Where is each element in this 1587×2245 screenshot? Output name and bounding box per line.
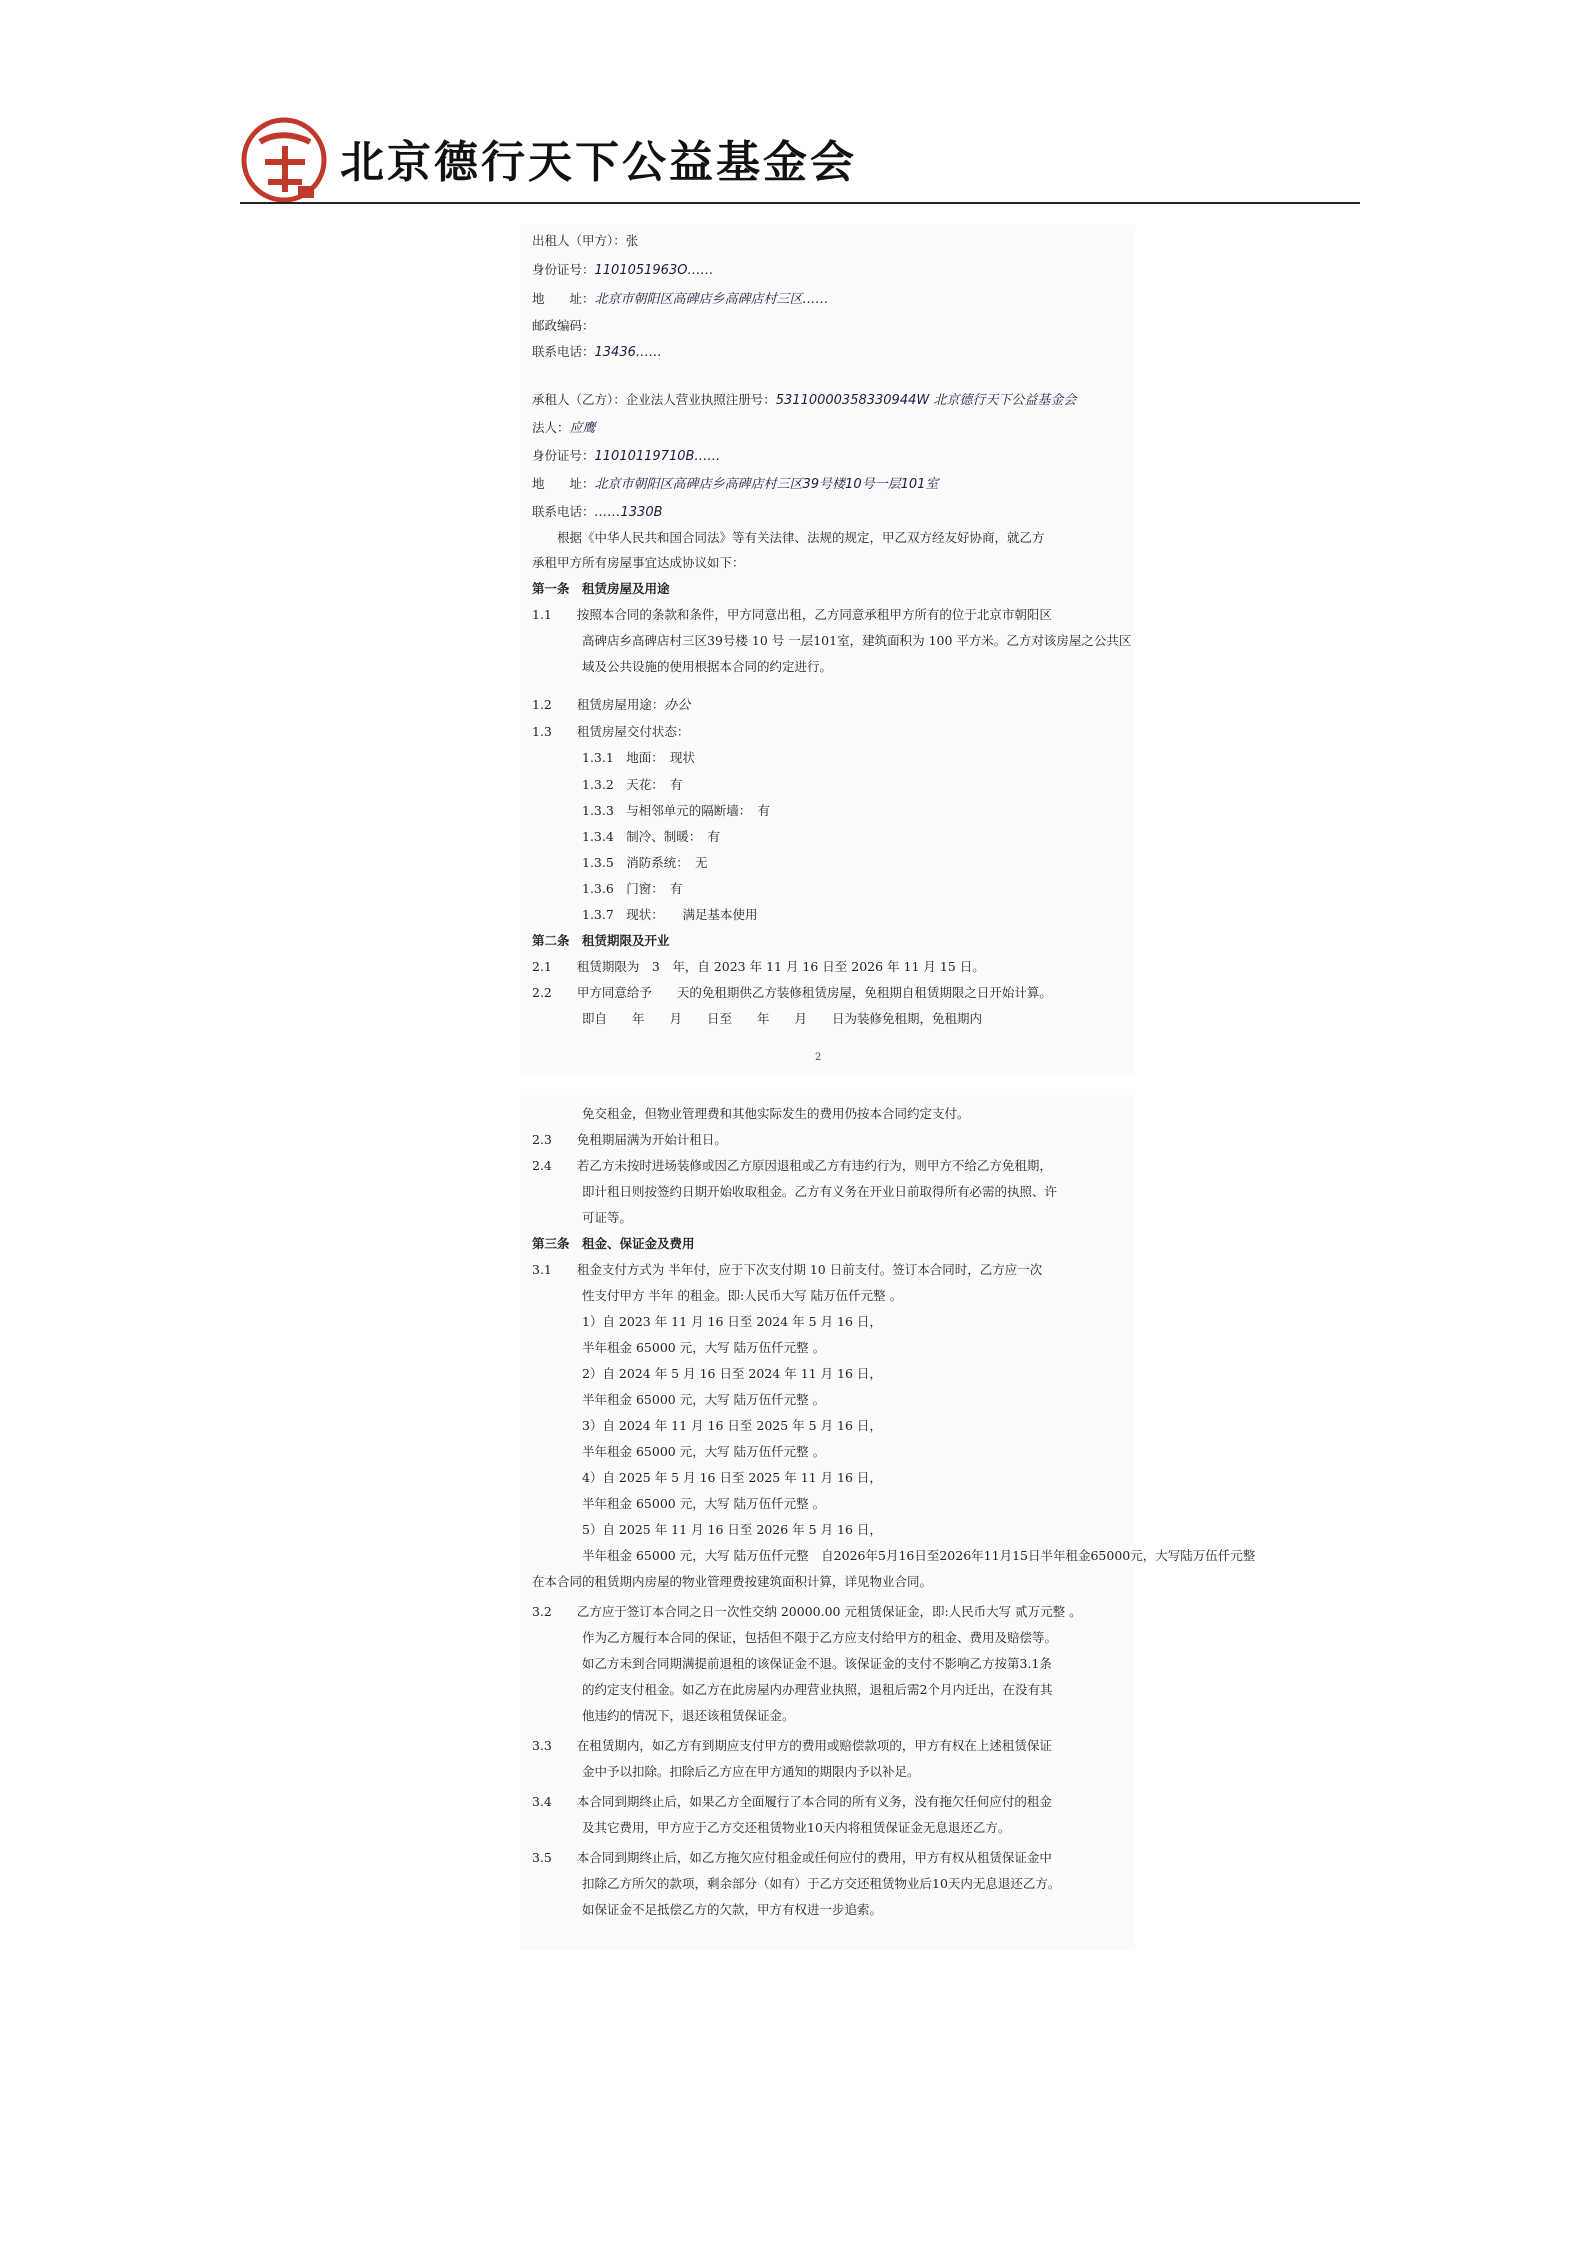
line-text: 性支付甲方 半年 的租金。即:人民币大写 陆万伍仟元整 。 xyxy=(532,1288,903,1303)
line-text: 1.1 按照本合同的条款和条件，甲方同意出租，乙方同意承租甲方所有的位于北京市朝阳区 xyxy=(532,607,1052,622)
page2-line xyxy=(532,1764,920,1780)
line-text: 地 址： xyxy=(532,476,595,491)
foundation-logo-icon xyxy=(240,112,330,204)
line-text: 可证等。 xyxy=(532,1210,633,1225)
page1-line xyxy=(532,344,662,361)
page1-line xyxy=(532,392,1076,409)
line-text: 出租人（甲方）：张 xyxy=(532,233,639,248)
page2-line xyxy=(532,1794,1052,1810)
page2-line xyxy=(532,1236,695,1252)
page1-line xyxy=(532,448,720,465)
handwritten-entry: 53110000358330944W 北京德行天下公益基金会 xyxy=(775,393,1077,408)
line-text: 承租人（乙方）：企业法人营业执照注册号： xyxy=(532,392,776,407)
handwritten-entry: 北京市朝阳区高碑店乡高碑店村三区39号楼10号一层101室 xyxy=(594,477,939,492)
page1-line xyxy=(532,829,733,845)
line-text: 5）自 2025 年 11 月 16 日至 2026 年 5 月 16 日， xyxy=(532,1522,882,1537)
page2-line xyxy=(532,1288,902,1304)
page1-line xyxy=(532,855,720,871)
line-text: 第三条 租金、保证金及费用 xyxy=(532,1236,695,1251)
line-text: 如乙方未到合同期满提前退租的该保证金不退。该保证金的支付不影响乙方按第3.1条 xyxy=(532,1656,1052,1671)
line-text: 免交租金，但物业管理费和其他实际发生的费用仍按本合同约定支付。 xyxy=(532,1106,970,1121)
line-text: 域及公共设施的使用根据本合同的约定进行。 xyxy=(532,659,833,674)
line-text: 3.4 本合同到期终止后，如果乙方全面履行了本合同的所有义务，没有拖欠任何应付的租金 xyxy=(532,1794,1052,1809)
handwritten-entry: 办公 xyxy=(664,698,691,713)
page2-line xyxy=(532,1682,1052,1698)
line-text: 金中予以扣除。扣除后乙方应在甲方通知的期限内予以补足。 xyxy=(532,1764,920,1779)
line-text: 即计租日则按签约日期开始收取租金。乙方有义务在开业日前取得所有必需的执照、许 xyxy=(532,1184,1058,1199)
page1-line xyxy=(532,607,1052,623)
page1-line xyxy=(532,659,832,675)
line-text: 如保证金不足抵偿乙方的欠款，甲方有权进一步追索。 xyxy=(532,1902,883,1917)
line-text: 2.4 若乙方未按时进场装修或因乙方原因退租或乙方有违约行为，则甲方不给乙方免租期， xyxy=(532,1158,1052,1173)
page1-line xyxy=(532,420,596,437)
page2-line xyxy=(532,1470,882,1486)
line-text: 3.3 在租赁期内，如乙方有到期应支付甲方的费用或赔偿款项的，甲方有权在上述租赁保证 xyxy=(532,1738,1052,1753)
line-text: 在本合同的租赁期内房屋的物业管理费按建筑面积计算，详见物业合同。 xyxy=(532,1574,933,1589)
page2-line xyxy=(532,1210,632,1226)
page2-line xyxy=(532,1820,1010,1836)
line-text: 1.3 租赁房屋交付状态： xyxy=(532,724,690,739)
handwritten-entry: 11010119710B…… xyxy=(594,449,721,464)
line-text: 2.2 甲方同意给予 天的免租期供乙方装修租赁房屋，免租期自租赁期限之日开始计算。 xyxy=(532,985,1052,1000)
handwritten-entry: 北京市朝阳区高碑店乡高碑店村三区…… xyxy=(594,292,829,307)
page2-line xyxy=(532,1106,970,1122)
page2-line xyxy=(532,1418,882,1434)
line-text: 身份证号： xyxy=(532,448,595,463)
org-name: 北京德行天下公益基金会 xyxy=(340,137,857,188)
line-text: 作为乙方履行本合同的保证，包括但不限于乙方应支付给甲方的租金、费用及赔偿等。 xyxy=(532,1630,1058,1645)
handwritten-entry: 13436…… xyxy=(594,345,662,360)
page1-line xyxy=(532,530,1045,546)
line-text: 3.1 租金支付方式为 半年付，应于下次支付期 10 日前支付。签订本合同时，乙方应一次 xyxy=(532,1262,1043,1277)
page2-line xyxy=(532,1314,882,1330)
page2-line xyxy=(532,1340,825,1356)
line-text: 3.2 乙方应于签订本合同之日一次性交纳 20000.00 元租赁保证金，即:人民币大写 贰万元整 。 xyxy=(532,1604,1082,1619)
page2-line xyxy=(532,1656,1052,1672)
line-text: 1.2 租赁房屋用途： xyxy=(532,697,665,712)
page2-line xyxy=(532,1392,825,1408)
page1-line xyxy=(532,581,670,597)
handwritten-entry: 1101051963O…… xyxy=(594,263,714,278)
page1-line xyxy=(532,504,663,521)
page2-line xyxy=(532,1444,825,1460)
line-text: 高碑店乡高碑店村三区39号楼 10 号 一层101室，建筑面积为 100 平方米。乙方对该房屋之公共区 xyxy=(532,633,1132,648)
line-text: 即自 年 月 日至 年 月 日为装修免租期，免租期内 xyxy=(532,1011,983,1026)
line-text: 1.3.6 门窗： 有 xyxy=(532,881,696,896)
page2-line xyxy=(532,1522,882,1538)
line-text: 半年租金 65000 元，大写 陆万伍仟元整 自2026年5月16日至2026年11月15日半年租金65000元，大写陆万伍仟元整 xyxy=(532,1548,1256,1563)
line-text: 他违约的情况下，退还该租赁保证金。 xyxy=(532,1708,795,1723)
page1-line xyxy=(532,724,689,740)
page2-line xyxy=(532,1366,882,1382)
page2-line xyxy=(532,1574,932,1590)
line-text: 法人： xyxy=(532,420,570,435)
handwritten-entry: ……1330B xyxy=(594,505,663,520)
page-number: 2 xyxy=(815,1052,822,1063)
line-text: 2）自 2024 年 5 月 16 日至 2024 年 11 月 16 日， xyxy=(532,1366,882,1381)
page1-line xyxy=(532,262,713,279)
page1-line xyxy=(532,907,783,923)
page1-line xyxy=(532,233,638,249)
page1-line xyxy=(532,803,783,819)
line-text: 半年租金 65000 元，大写 陆万伍仟元整 。 xyxy=(532,1496,826,1511)
page2-line xyxy=(532,1184,1057,1200)
line-text: 第一条 租赁房屋及用途 xyxy=(532,581,670,596)
page2-line xyxy=(532,1132,727,1148)
page1-line xyxy=(532,476,938,493)
page1-line xyxy=(532,750,708,766)
page2-line xyxy=(532,1850,1052,1866)
page1-line xyxy=(532,1011,982,1027)
line-text: 1）自 2023 年 11 月 16 日至 2024 年 5 月 16 日， xyxy=(532,1314,882,1329)
line-text: 4）自 2025 年 5 月 16 日至 2025 年 11 月 16 日， xyxy=(532,1470,882,1485)
page1-line xyxy=(532,881,695,897)
page2-line xyxy=(532,1496,825,1512)
page1-line xyxy=(532,555,745,571)
page1-line xyxy=(532,291,829,308)
page1-line xyxy=(532,959,985,975)
page1-line xyxy=(532,318,595,334)
page1-line xyxy=(532,933,670,949)
handwritten-entry: 应鹰 xyxy=(569,421,596,436)
line-text: 扣除乙方所欠的款项，剩余部分（如有）于乙方交还租赁物业后10天内无息退还乙方。 xyxy=(532,1876,1061,1891)
line-text: 联系电话： xyxy=(532,504,595,519)
page2-line xyxy=(532,1902,882,1918)
line-text: 的约定支付租金。如乙方在此房屋内办理营业执照，退租后需2个月内迁出，在没有其 xyxy=(532,1682,1053,1697)
line-text: 及其它费用，甲方应于乙方交还租赁物业10天内将租赁保证金无息退还乙方。 xyxy=(532,1820,1011,1835)
page1-line xyxy=(532,777,695,793)
page1-line xyxy=(532,633,1131,649)
line-text: 根据《中华人民共和国合同法》等有关法律、法规的规定，甲乙双方经友好协商，就乙方 xyxy=(532,530,1045,545)
line-text: 半年租金 65000 元，大写 陆万伍仟元整 。 xyxy=(532,1392,826,1407)
line-text: 3.5 本合同到期终止后，如乙方拖欠应付租金或任何应付的费用，甲方有权从租赁保证金中 xyxy=(532,1850,1052,1865)
line-text: 1.3.2 天花： 有 xyxy=(532,777,696,792)
page2-line xyxy=(532,1708,795,1724)
line-text: 联系电话： xyxy=(532,344,595,359)
page1-line xyxy=(532,697,690,714)
line-text: 半年租金 65000 元，大写 陆万伍仟元整 。 xyxy=(532,1444,826,1459)
line-text: 邮政编码： xyxy=(532,318,595,333)
line-text: 1.3.4 制冷、制暖： 有 xyxy=(532,829,733,844)
line-text: 1.3.5 消防系统： 无 xyxy=(532,855,721,870)
page2-line xyxy=(532,1630,1057,1646)
line-text: 1.3.1 地面： 现状 xyxy=(532,750,708,765)
line-text: 半年租金 65000 元，大写 陆万伍仟元整 。 xyxy=(532,1340,826,1355)
page2-line xyxy=(532,1262,1042,1278)
page2-line xyxy=(532,1548,1255,1564)
page1-line xyxy=(532,985,1052,1001)
page2-line xyxy=(532,1738,1052,1754)
page2-line xyxy=(532,1876,1060,1892)
line-text: 地 址： xyxy=(532,291,595,306)
line-text: 1.3.7 现状： 满足基本使用 xyxy=(532,907,783,922)
line-text: 2.1 租赁期限为 3 年，自 2023 年 11 月 16 日至 2026 年 11 月 15 日。 xyxy=(532,959,985,974)
line-text: 3）自 2024 年 11 月 16 日至 2025 年 5 月 16 日， xyxy=(532,1418,882,1433)
line-text: 第二条 租赁期限及开业 xyxy=(532,933,670,948)
line-text: 身份证号： xyxy=(532,262,595,277)
line-text: 2.3 免租期届满为开始计租日。 xyxy=(532,1132,727,1147)
letterhead xyxy=(240,112,1360,204)
line-text: 承租甲方所有房屋事宜达成协议如下： xyxy=(532,555,745,570)
line-text: 1.3.3 与相邻单元的隔断墙： 有 xyxy=(532,803,783,818)
page2-line xyxy=(532,1158,1052,1174)
header-divider xyxy=(240,202,1360,204)
page2-line xyxy=(532,1604,1082,1620)
